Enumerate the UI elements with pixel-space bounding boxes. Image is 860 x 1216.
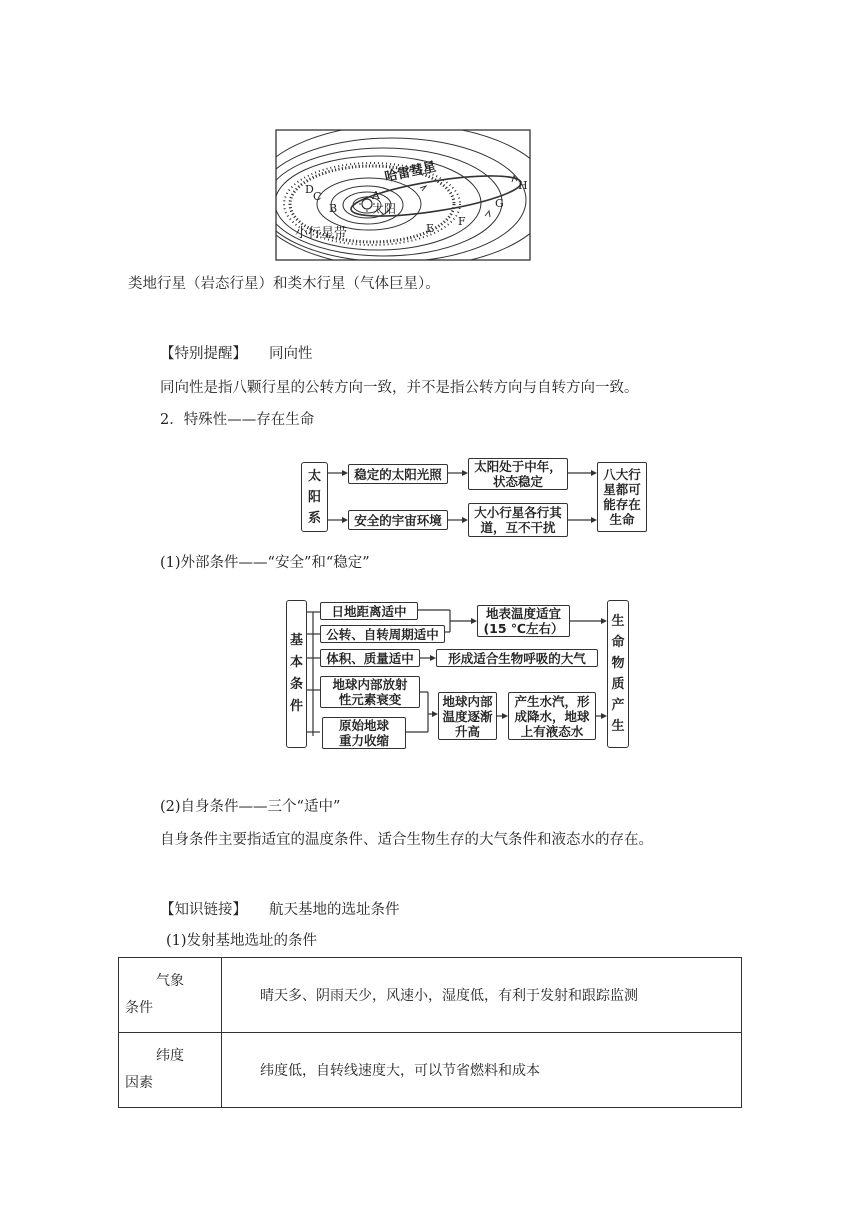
key-line: 条件 xyxy=(125,1000,153,1016)
box-line: 温度逐渐 xyxy=(442,708,493,724)
box-line: 太阳处于中年， xyxy=(474,459,562,474)
planet-label-g: G xyxy=(495,197,504,210)
launch-site-heading: (1)发射基地选址的条件 xyxy=(166,933,318,949)
comet-label: 哈雷彗星 xyxy=(383,159,438,186)
atmosphere-box: 形成适合生物呼吸的大气 xyxy=(436,649,598,667)
knowledge-link-heading xyxy=(160,900,400,920)
tip-tag: 【特别提醒】 xyxy=(160,346,247,362)
tip-title: 同向性 xyxy=(269,346,313,362)
table-value-cell: 纬度低，自转线速度大，可以节省燃料和成本 xyxy=(222,1033,742,1108)
key-line: 气象 xyxy=(156,973,184,989)
key-line: 因素 xyxy=(125,1075,153,1091)
box-line: 成降水，地球 xyxy=(514,708,590,724)
box-line: 重力收缩 xyxy=(338,733,389,748)
revolution-rotation-box: 公转、自转周期适中 xyxy=(320,625,445,643)
table-key-cell xyxy=(119,1033,222,1108)
solar-system-label: 太阳系 xyxy=(307,468,321,526)
box-line: 能存在 xyxy=(603,497,641,512)
planet-types-text: 类地行星（岩态行星）和类木行星（气体巨星）。 xyxy=(128,276,440,292)
box-line: 性元素衰变 xyxy=(338,692,402,707)
sun-label: 太阳 xyxy=(372,202,397,216)
self-conditions-heading: (2)自身条件——三个“适中” xyxy=(160,799,341,815)
box-line: 升高 xyxy=(454,723,480,739)
planet-label-f: F xyxy=(458,215,466,228)
planet-label-d: D xyxy=(305,183,314,196)
external-conditions-heading: (1)外部条件——“安全”和“稳定” xyxy=(160,555,370,571)
safe-environment-box: 安全的宇宙环境 xyxy=(348,510,448,530)
box-line: 星都可 xyxy=(603,482,641,497)
box-line: 上有液态水 xyxy=(520,723,584,739)
link-tag: 【知识链接】 xyxy=(160,902,247,918)
box-line: 原始地球 xyxy=(338,718,389,733)
tip-text: 同向性是指八颗行星的公转方向一致，并不是指公转方向与自转方向一致。 xyxy=(160,380,639,396)
basic-conditions-box xyxy=(286,600,307,748)
planet-label-e: E xyxy=(426,222,435,235)
box-line: 八大行 xyxy=(603,467,641,482)
launch-site-table xyxy=(118,957,742,1108)
box-line: 地球内部 xyxy=(442,693,493,709)
basic-conditions-label: 基本条件 xyxy=(289,633,303,714)
box-line: 生命 xyxy=(609,512,635,527)
key-line: 纬度 xyxy=(156,1048,184,1064)
link-title: 航天基地的选址条件 xyxy=(269,902,400,918)
box-line: 状态稳定 xyxy=(492,474,543,489)
stable-sunlight-box: 稳定的太阳光照 xyxy=(348,464,448,484)
table-row xyxy=(119,1033,742,1108)
life-matter-box xyxy=(607,600,629,748)
box-line: 地表温度适宜 xyxy=(485,606,561,621)
table-key-cell xyxy=(119,958,222,1033)
table-row xyxy=(119,958,742,1033)
surface-temperature-box xyxy=(477,605,570,637)
planet-label-h: H xyxy=(518,179,528,192)
volume-mass-box: 体积、质量适中 xyxy=(320,649,420,667)
inner-temperature-box xyxy=(438,692,497,740)
planet-label-c: C xyxy=(313,190,322,203)
planet-label-a: A xyxy=(372,189,380,202)
life-matter-label: 生命物质产生 xyxy=(611,614,625,734)
sun-earth-distance-box: 日地距离适中 xyxy=(320,602,418,620)
section-heading: 2．特殊性——存在生命 xyxy=(160,412,315,428)
gravity-contraction-box xyxy=(322,717,406,749)
self-conditions-text: 自身条件主要指适宜的温度条件、适合生物生存的大气条件和液态水的存在。 xyxy=(160,832,653,848)
box-line: (15 ℃左右） xyxy=(483,621,564,636)
table-value-cell: 晴天多、阴雨天少，风速小，湿度低，有利于发射和跟踪监测 xyxy=(222,958,742,1033)
planet-label-b: B xyxy=(329,202,338,215)
asteroid-belt-label: 小行星带 xyxy=(295,226,348,241)
radioactive-decay-box xyxy=(320,676,420,708)
box-line: 道，互不干扰 xyxy=(480,520,556,535)
box-line: 产生水汽，形 xyxy=(514,693,590,709)
box-line: 大小行星各行其 xyxy=(474,505,562,520)
box-line: 地球内部放射 xyxy=(332,677,408,692)
liquid-water-box xyxy=(508,692,596,740)
